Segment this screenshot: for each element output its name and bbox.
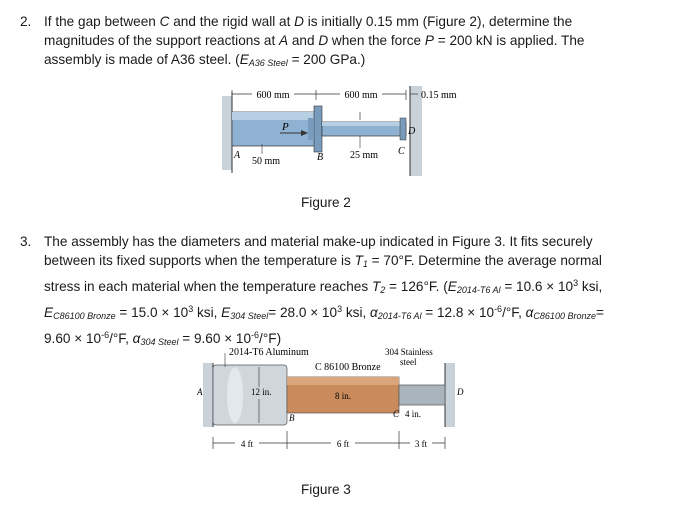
- problem-3-line-5: $9.60 \times 10^{-6}/^\circ F$, $\alpha_{304 Steel} = 9.60 \times 10^{-6}/^\circ F$): [44, 330, 282, 347]
- wall-d-fig3: [445, 363, 455, 427]
- flange-b: [314, 106, 322, 152]
- problem-3-line-4: $E_{C86100 Bronze} = 15.0 \times 10^3$ ksi, $E_{304 Steel}= 28.0 \times 10^3$ ksi, $\alpha_{2014-T6 Al} = 12.8 \times 10^{-6}/^\circ F$, $\alpha_{C86100 Bronze}=$: [44, 304, 604, 321]
- label-c-fig3: C: [393, 409, 400, 419]
- label-d: D: [408, 126, 416, 137]
- label-d-fig3: D: [457, 387, 464, 397]
- problem-2-text: [44, 12, 686, 73]
- problem-3-number: 3.: [20, 234, 32, 249]
- label-aluminum: 2014-T6 Aluminum: [229, 347, 309, 358]
- label-steel-1: 304 Stainless: [385, 347, 433, 357]
- dia-left: 50 mm: [252, 156, 281, 167]
- label-c: C: [398, 146, 405, 157]
- problem-2: [14, 12, 686, 73]
- dia-steel: 4 in.: [405, 409, 422, 419]
- len-steel: 3 ft: [414, 439, 428, 449]
- label-a: A: [234, 150, 241, 161]
- problem-3-text: [44, 232, 686, 352]
- gap-label: 0.15 mm: [421, 90, 457, 101]
- dim-right: 600 mm: [344, 90, 378, 101]
- len-al: 4 ft: [240, 439, 254, 449]
- dia-bronze: 8 in.: [335, 391, 352, 401]
- dia-al: 12 in.: [251, 387, 272, 397]
- wall-a-fig3: [203, 363, 213, 427]
- problem-2-line-3: assembly is made of A36 steel. ($E_{A36 Steel} = 200$ GPa.): [44, 52, 366, 68]
- label-b-fig3: B: [289, 413, 295, 423]
- figure-2-diagram: [200, 78, 480, 188]
- wall-a: [222, 96, 232, 170]
- problem-2-number: 2.: [20, 14, 32, 29]
- problem-3: [14, 232, 686, 352]
- label-a-fig3: A: [197, 387, 203, 397]
- aluminum-segment: [213, 365, 287, 425]
- problem-3-line-1: The assembly has the diameters and material make-up indicated in Figure 3. It fits securely: [44, 234, 593, 249]
- len-bronze: 6 ft: [336, 439, 350, 449]
- dim-left: 600 mm: [256, 90, 290, 101]
- problem-3-line-3: stress in each material when the temperature reaches $T_2 = 126^\circ F$. ($E_{2014-T6 Al} = 10.6 \times 10^3$ ksi,: [44, 278, 603, 295]
- figure-3-caption: Figure 3: [301, 482, 351, 497]
- problem-3-line-2: between its fixed supports when the temperature is $T_1 = 70^\circ F$. Determine the average normal: [44, 253, 602, 269]
- label-p: P: [282, 121, 289, 133]
- figure-2-caption: Figure 2: [301, 195, 351, 210]
- figure-3-diagram: [195, 343, 475, 458]
- label-steel-2: steel: [400, 357, 417, 367]
- label-b: B: [317, 152, 324, 163]
- steel-segment: [399, 385, 445, 405]
- dia-right: 25 mm: [350, 150, 379, 161]
- problem-2-line-1: If the gap between C and the rigid wall at D is initially 0.15 mm (Figure 2), determine the: [44, 14, 573, 29]
- problem-2-line-2: magnitudes of the support reactions at A and D when the force P = 200 kN is applied. The: [44, 33, 585, 48]
- label-bronze: C 86100 Bronze: [315, 362, 381, 373]
